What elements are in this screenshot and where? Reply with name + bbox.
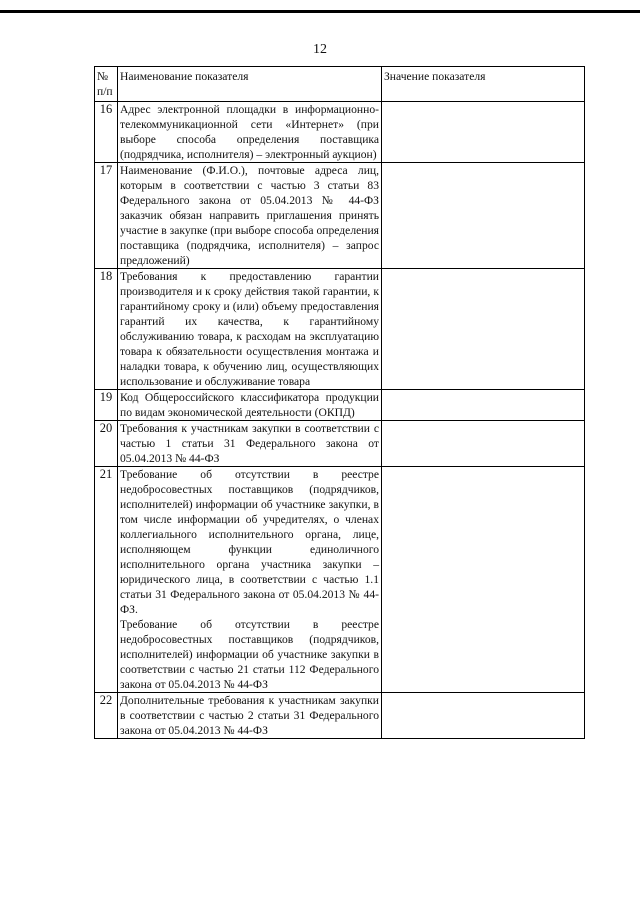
row-number: 16 (95, 102, 118, 163)
indicator-name-text: Адрес электронной площадки в информационно-телекоммуникационной сети «Интернет» (при выборе способа определения поставщика (подрядчика, исполнителя) – электронный аукцион) (120, 103, 379, 161)
row-number: 21 (95, 467, 118, 693)
indicator-value-cell (382, 467, 585, 693)
indicator-name-text: Требования к участникам закупки в соответствии с частью 1 статьи 31 Федерального закона от 05.04.2013 № 44-ФЗ (120, 422, 379, 465)
table-row (95, 467, 585, 693)
indicator-name-text: Код Общероссийского классификатора продукции по видам экономической деятельности (ОКПД) (120, 391, 379, 419)
indicator-name-text: Требование об отсутствии в реестре недобросовестных поставщиков (подрядчиков, исполнителей) информации об участнике закупки в соответствии с частью 21 статьи 112 Федерального закона от 05.04.2013 № 44-ФЗ (120, 618, 379, 691)
indicator-name-text: Дополнительные требования к участникам закупки в соответствии с частью 2 статьи 31 Федерального закона от 05.04.2013 № 44-ФЗ (120, 694, 379, 737)
indicator-value-cell (382, 163, 585, 269)
indicator-name-cell (118, 269, 382, 390)
table-row (95, 269, 585, 390)
row-number: 18 (95, 269, 118, 390)
indicator-value-cell (382, 390, 585, 421)
indicator-name-cell (118, 390, 382, 421)
indicator-name-cell (118, 693, 382, 739)
table-row (95, 421, 585, 467)
table-header-row (95, 67, 585, 102)
header-indicator-name: Наименование показателя (118, 67, 382, 102)
indicator-value-cell (382, 102, 585, 163)
top-border-line (0, 10, 640, 13)
table-row (95, 390, 585, 421)
header-number: № п/п (95, 67, 118, 102)
indicator-name-text: Требование об отсутствии в реестре недобросовестных поставщиков (подрядчиков, исполнителей) информации об участнике закупки, в том числе информации об учредителях, о членах коллегиального исполнительного органа, лице, исполняющем функции единоличного исполнительного органа участника закупки – юридического лица, в соответствии с частью 1.1 статьи 31 Федерального закона от 05.04.2013 № 44-ФЗ. (120, 468, 379, 616)
indicator-name-cell (118, 163, 382, 269)
table-row (95, 102, 585, 163)
indicator-name-text: Требования к предоставлению гарантии производителя и к сроку действия такой гарантии, к гарантийному сроку и (или) объему предоставления гарантий их качества, к гарантийному обслуживанию товара, к расходам на эксплуатацию товара к обязательности осуществления монтажа и наладки товара, к обучению лиц, осуществляющих использование и обслуживание товара (120, 270, 379, 388)
indicators-table (94, 66, 585, 739)
indicator-name-cell (118, 421, 382, 467)
indicator-value-cell (382, 693, 585, 739)
row-number: 20 (95, 421, 118, 467)
indicator-name-cell (118, 102, 382, 163)
table-row (95, 693, 585, 739)
row-number: 22 (95, 693, 118, 739)
indicator-value-cell (382, 269, 585, 390)
header-indicator-value: Значение показателя (382, 67, 585, 102)
row-number: 17 (95, 163, 118, 269)
table-row (95, 163, 585, 269)
indicator-value-cell (382, 421, 585, 467)
table-body (95, 102, 585, 739)
page-number: 12 (313, 42, 327, 57)
row-number: 19 (95, 390, 118, 421)
indicator-name-text: Наименование (Ф.И.О.), почтовые адреса лиц, которым в соответствии с частью 3 статьи 83 Федерального закона от 05.04.2013 № 44-ФЗ заказчик обязан направить приглашения принять участие в закупке (при выборе способа определения поставщика (подрядчика, исполнителя) – запрос предложений) (120, 164, 379, 267)
indicator-name-cell (118, 467, 382, 693)
